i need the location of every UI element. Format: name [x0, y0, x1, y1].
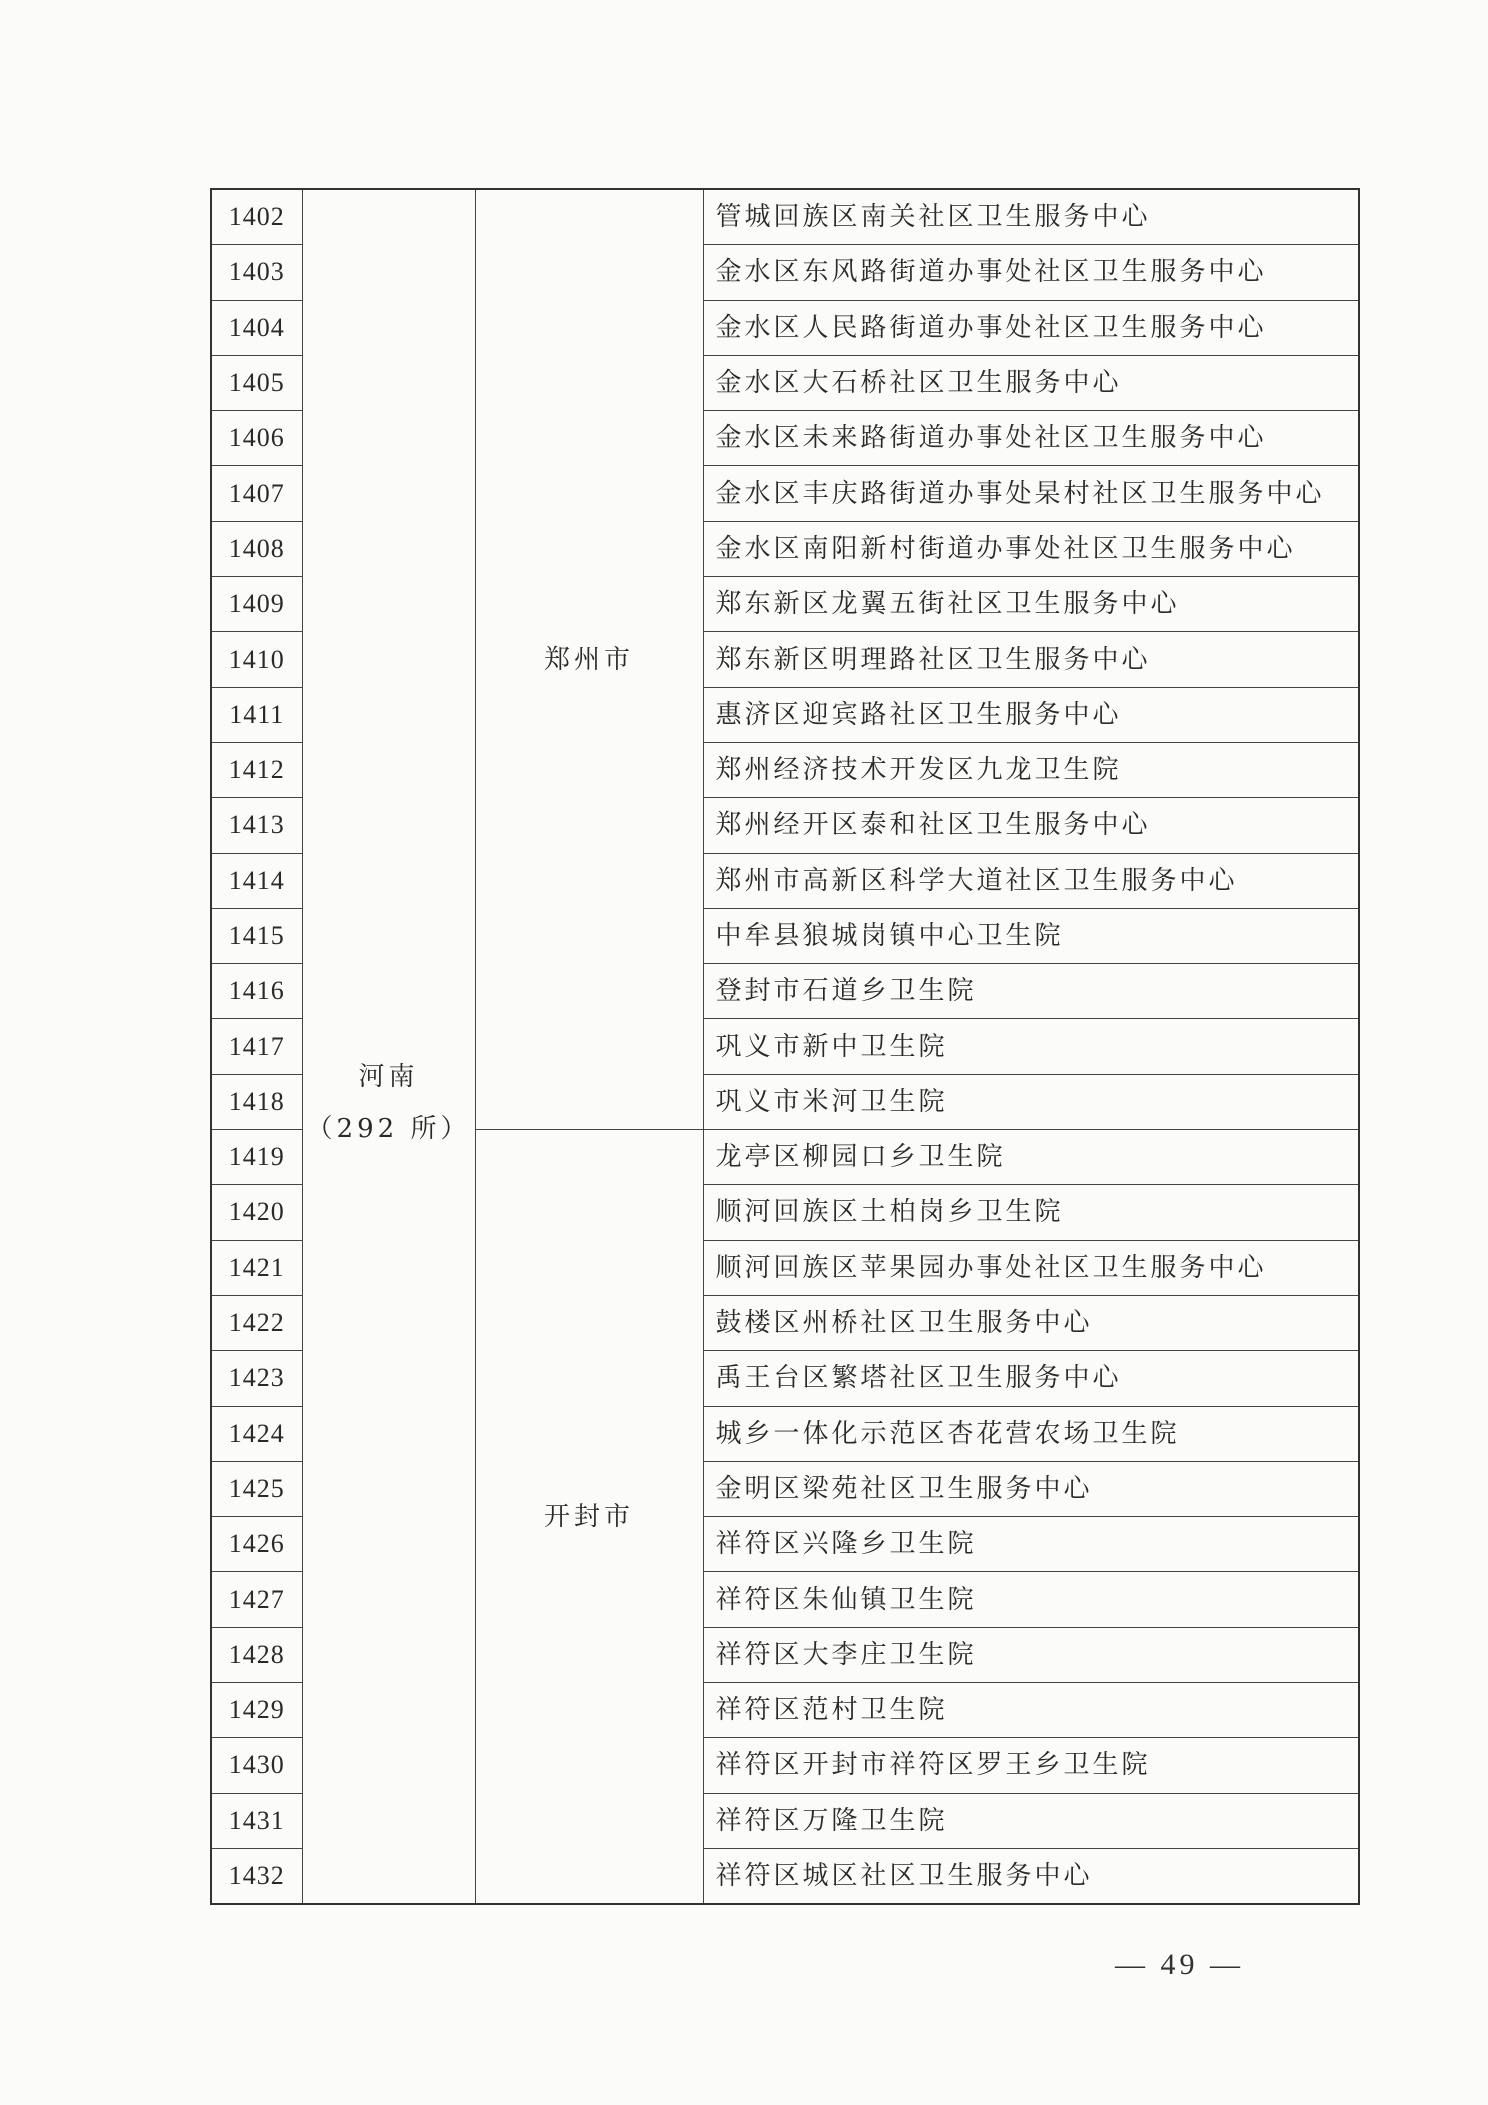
row-number: 1428: [211, 1627, 302, 1682]
row-number: 1426: [211, 1517, 302, 1572]
province-count: （292 所）: [306, 1113, 471, 1144]
institution-name: 龙亭区柳园口乡卫生院: [703, 1130, 1359, 1185]
institution-name: 祥符区大李庄卫生院: [703, 1627, 1359, 1682]
institution-table-body: [211, 189, 1359, 1904]
institution-name: 顺河回族区苹果园办事处社区卫生服务中心: [703, 1240, 1359, 1295]
row-number: 1412: [211, 742, 302, 797]
row-number: 1407: [211, 466, 302, 521]
institution-name: 惠济区迎宾路社区卫生服务中心: [703, 687, 1359, 742]
institution-name: 巩义市新中卫生院: [703, 1019, 1359, 1074]
row-number: 1408: [211, 521, 302, 576]
city-cell: 郑州市: [475, 189, 703, 1130]
row-number: 1415: [211, 908, 302, 963]
row-number: 1423: [211, 1351, 302, 1406]
institution-name: 祥符区朱仙镇卫生院: [703, 1572, 1359, 1627]
institution-name: 祥符区万隆卫生院: [703, 1793, 1359, 1848]
row-number: 1411: [211, 687, 302, 742]
row-number: 1410: [211, 632, 302, 687]
row-number: 1417: [211, 1019, 302, 1074]
institution-name: 管城回族区南关社区卫生服务中心: [703, 189, 1359, 245]
row-number: 1432: [211, 1848, 302, 1904]
institution-name: 巩义市米河卫生院: [703, 1074, 1359, 1129]
row-number: 1424: [211, 1406, 302, 1461]
institution-name: 郑州经开区泰和社区卫生服务中心: [703, 798, 1359, 853]
row-number: 1403: [211, 245, 302, 300]
row-number: 1413: [211, 798, 302, 853]
city-cell: 开封市: [475, 1130, 703, 1905]
row-number: 1421: [211, 1240, 302, 1295]
row-number: 1402: [211, 189, 302, 245]
row-number: 1418: [211, 1074, 302, 1129]
institution-name: 金水区南阳新村街道办事处社区卫生服务中心: [703, 521, 1359, 576]
row-number: 1405: [211, 355, 302, 410]
institution-name: 金水区未来路街道办事处社区卫生服务中心: [703, 411, 1359, 466]
row-number: 1431: [211, 1793, 302, 1848]
table-row: [211, 189, 1359, 245]
institution-name: 郑州经济技术开发区九龙卫生院: [703, 742, 1359, 797]
row-number: 1427: [211, 1572, 302, 1627]
institution-name: 祥符区范村卫生院: [703, 1683, 1359, 1738]
institution-name: 祥符区城区社区卫生服务中心: [703, 1848, 1359, 1904]
institution-name: 金水区人民路街道办事处社区卫生服务中心: [703, 300, 1359, 355]
institution-name: 金水区丰庆路街道办事处杲村社区卫生服务中心: [703, 466, 1359, 521]
institution-name: 顺河回族区土柏岗乡卫生院: [703, 1185, 1359, 1240]
row-number: 1420: [211, 1185, 302, 1240]
page-number: — 49 —: [1115, 1948, 1244, 1981]
row-number: 1425: [211, 1461, 302, 1516]
row-number: 1422: [211, 1295, 302, 1350]
institution-name: 城乡一体化示范区杏花营农场卫生院: [703, 1406, 1359, 1461]
institution-name: 金水区大石桥社区卫生服务中心: [703, 355, 1359, 410]
institution-name: 中牟县狼城岗镇中心卫生院: [703, 908, 1359, 963]
row-number: 1409: [211, 577, 302, 632]
row-number: 1406: [211, 411, 302, 466]
row-number: 1416: [211, 964, 302, 1019]
row-number: 1419: [211, 1130, 302, 1185]
institution-name: 登封市石道乡卫生院: [703, 964, 1359, 1019]
institution-table: [210, 188, 1360, 1905]
row-number: 1404: [211, 300, 302, 355]
institution-name: 金水区东风路街道办事处社区卫生服务中心: [703, 245, 1359, 300]
row-number: 1430: [211, 1738, 302, 1793]
institution-name: 郑东新区龙翼五街社区卫生服务中心: [703, 577, 1359, 632]
province-name: 河南: [358, 1061, 419, 1092]
row-number: 1414: [211, 853, 302, 908]
institution-name: 祥符区开封市祥符区罗王乡卫生院: [703, 1738, 1359, 1793]
institution-name: 金明区梁苑社区卫生服务中心: [703, 1461, 1359, 1516]
institution-name: 郑东新区明理路社区卫生服务中心: [703, 632, 1359, 687]
institution-name: 祥符区兴隆乡卫生院: [703, 1517, 1359, 1572]
row-number: 1429: [211, 1683, 302, 1738]
institution-name: 禹王台区繁塔社区卫生服务中心: [703, 1351, 1359, 1406]
province-cell: [302, 189, 475, 1904]
institution-name: 郑州市高新区科学大道社区卫生服务中心: [703, 853, 1359, 908]
institution-name: 鼓楼区州桥社区卫生服务中心: [703, 1295, 1359, 1350]
